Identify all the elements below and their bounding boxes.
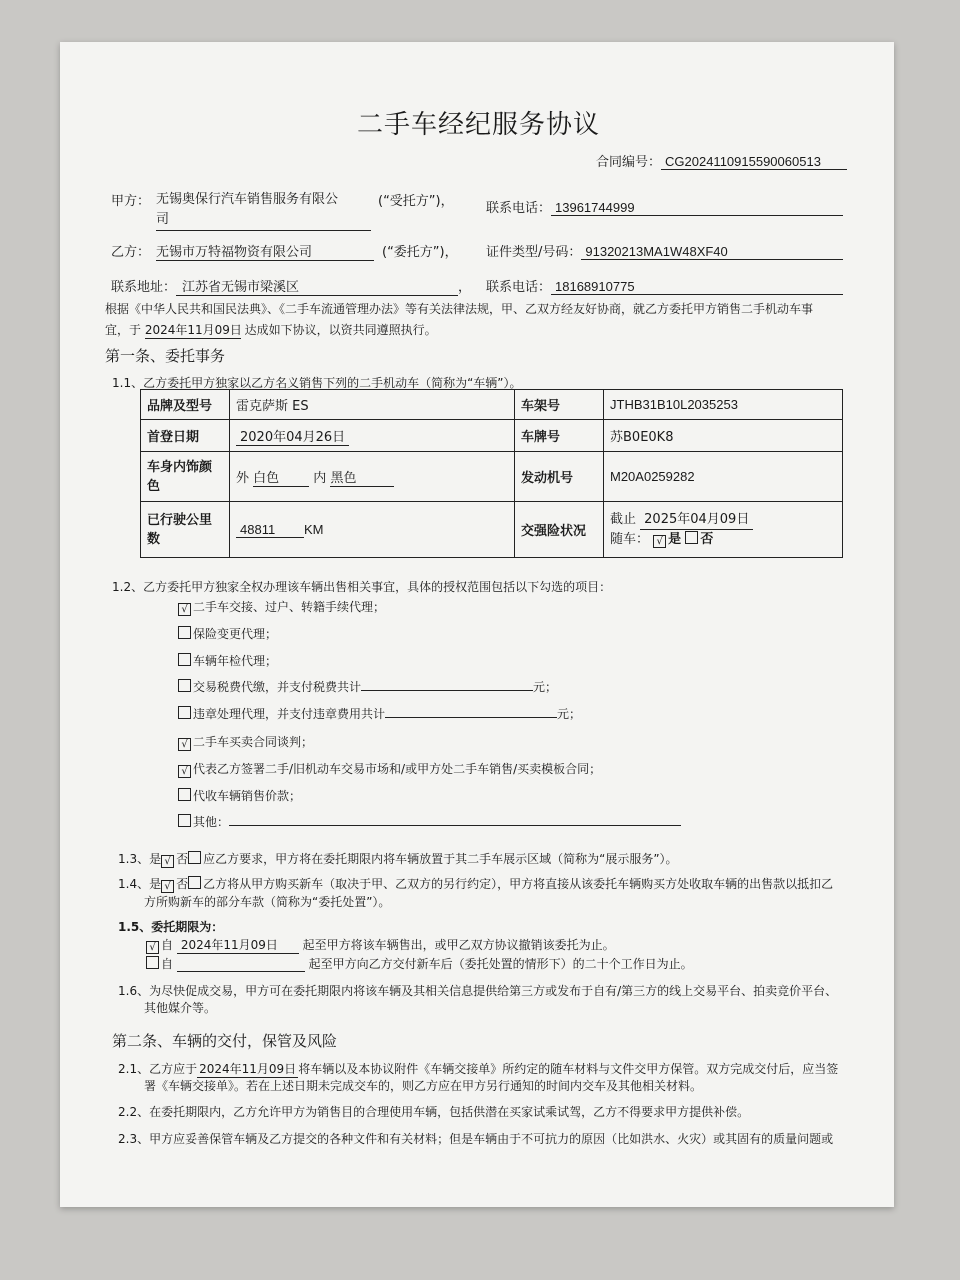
option-4: 交易税费代缴，并支付税费共计 元； xyxy=(178,678,557,695)
option-9-checkbox[interactable] xyxy=(178,814,191,827)
document-title: 二手车经纪服务协议 xyxy=(357,110,601,140)
engine-value: M20A0259282 xyxy=(604,452,843,502)
option-3: 车辆年检代理； xyxy=(178,652,277,669)
option-7-checkbox[interactable]: √ xyxy=(178,765,191,778)
option-9: 其他： xyxy=(178,813,681,830)
clause-1-5-a: √ 自 2024年11月09日 起至甲方将该车辆售出，或甲乙双方协议撤销该委托为止。 xyxy=(146,936,615,954)
plate-label: 车牌号 xyxy=(515,420,604,452)
party-b-label: 乙方： xyxy=(111,245,151,260)
reg-date-value: 2020年04月26日 xyxy=(230,420,515,452)
clause-2-1-cont: 署《车辆交接单》。若在上述日期未完成交车的，则乙方应在甲方另行通知的时间内交车及其他相关材料。 xyxy=(144,1079,703,1093)
party-b-id: 证件类型/号码： 91320213MA1W48XF40 xyxy=(486,241,843,260)
party-a-name: 无锡奥保行汽车销售服务有限公 司 xyxy=(156,190,371,231)
clause-1-2: 1.2、乙方委托甲方独家全权办理该车辆出售相关事宜，具体的授权范围包括以下勾选的项目： xyxy=(112,580,612,594)
clause-1-5: 1.5、委托期限为： xyxy=(118,920,224,934)
color-value: 外 白色 内 黑色 xyxy=(230,452,515,502)
engine-label: 发动机号 xyxy=(515,452,604,502)
option-2: 保险变更代理； xyxy=(178,625,277,642)
option-5-checkbox[interactable] xyxy=(178,706,191,719)
vin-label: 车架号 xyxy=(515,390,604,420)
intro-line-1: 根据《中华人民共和国民法典》、《二手车流通管理办法》等有关法律法规，甲、乙双方经友好协商，就乙方委托甲方销售二手机动车事 xyxy=(105,302,814,316)
clause-1-3-no-checkbox[interactable] xyxy=(188,851,201,864)
section-1-title: 第一条、委托事务 xyxy=(105,347,226,365)
option-1: √ 二手车交接、过户、转籍手续代理； xyxy=(178,598,385,616)
clause-2-1: 2.1、乙方应于 2024年11月09日 将车辆以及本协议附件《车辆交接单》所约定的随车材料与文件交甲方保管。双方完成交付后，应当签 xyxy=(118,1062,839,1076)
party-b-phone: 联系电话： 18168910775 xyxy=(486,276,843,295)
clause-1-4-cont: 方所购新车的部分车款（简称为“委托处置”）。 xyxy=(144,895,391,909)
clause-1-4: 1.4、是 √ 否 乙方将从甲方购买新车（取决于甲、乙双方的另行约定），甲方将直接从该委托车辆购买方处收取车辆的出售款以抵扣乙 xyxy=(118,877,834,892)
clause-1-6-cont: 其他媒介等。 xyxy=(144,1001,217,1015)
party-a-role: (“受托方”)， xyxy=(378,194,454,209)
clause-1-4-no-checkbox[interactable] xyxy=(188,876,201,889)
term-b-checkbox[interactable] xyxy=(146,956,159,969)
option-3-checkbox[interactable] xyxy=(178,653,191,666)
clause-1-6: 1.6、为尽快促成交易，甲方可在委托期限内将该车辆及其相关信息提供给第三方或发布于自有/第三方的线上交易平台、拍卖竞价平台、 xyxy=(118,984,838,998)
contract-paper xyxy=(60,42,894,1207)
clause-1-5-b: 自 起至甲方向乙方交付新车后（委托处置的情形下）的二十个工作日为止。 xyxy=(146,955,693,972)
clause-1-1: 1.1、乙方委托甲方独家以乙方名义销售下列的二手机动车（简称为“车辆”）。 xyxy=(112,376,522,390)
intro-line-2: 宜，于 2024年11月09日 达成如下协议，以资共同遵照执行。 xyxy=(105,323,437,337)
option-1-checkbox[interactable]: √ xyxy=(178,603,191,616)
option-8: 代收车辆销售价款； xyxy=(178,787,301,804)
insurance-value: 截止 2025年04月09日 随车： √ 是 否 xyxy=(604,502,843,558)
insurance-yes-checkbox[interactable]: √ xyxy=(653,535,666,548)
option-4-checkbox[interactable] xyxy=(178,679,191,692)
color-label: 车身内饰颜 色 xyxy=(141,452,230,502)
option-6-checkbox[interactable]: √ xyxy=(178,738,191,751)
clause-1-3: 1.3、是 √ 否 应乙方要求，甲方将在委托期限内将车辆放置于其二手车展示区域（简称为“展示服务”）。 xyxy=(118,852,678,867)
contract-number-value: CG2024110915590060513 xyxy=(661,154,847,170)
brand-label: 品牌及型号 xyxy=(141,390,230,420)
clause-1-4-yes-checkbox[interactable]: √ xyxy=(161,880,174,893)
mileage-value: 48811 KM xyxy=(230,502,515,558)
clause-2-3: 2.3、甲方应妥善保管车辆及乙方提交的各种文件和有关材料；但是车辆由于不可抗力的原因（比如洪水、火灾）或其固有的质量问题或 xyxy=(118,1132,834,1146)
option-5: 违章处理代理，并支付违章费用共计 元； xyxy=(178,705,581,722)
plate-value: 苏B0E0K8 xyxy=(604,420,843,452)
vin-value: JTHB31B10L2035253 xyxy=(604,390,843,420)
clause-2-2: 2.2、在委托期限内，乙方允许甲方为销售目的合理使用车辆，包括供潜在买家试乘试驾，乙方不得要求甲方提供补偿。 xyxy=(118,1105,750,1119)
party-a-phone: 联系电话： 13961744999 xyxy=(486,197,843,216)
insurance-no-checkbox[interactable] xyxy=(685,531,698,544)
vehicle-table xyxy=(140,389,843,558)
section-2-title: 第二条、车辆的交付，保管及风险 xyxy=(112,1032,338,1050)
brand-value: 雷克萨斯 ES xyxy=(230,390,515,420)
option-2-checkbox[interactable] xyxy=(178,626,191,639)
term-a-checkbox[interactable]: √ xyxy=(146,941,159,954)
party-a-label: 甲方： xyxy=(111,194,151,209)
option-8-checkbox[interactable] xyxy=(178,788,191,801)
address: 联系地址： 江苏省无锡市梁溪区 ， xyxy=(111,276,471,296)
clause-1-3-yes-checkbox[interactable]: √ xyxy=(161,855,174,868)
option-6: √ 二手车买卖合同谈判； xyxy=(178,733,313,751)
insurance-label: 交强险状况 xyxy=(515,502,604,558)
party-b-name: 无锡市万特福物资有限公司 xyxy=(156,241,374,261)
party-b-role: (“委托方”)， xyxy=(382,245,458,260)
reg-date-label: 首登日期 xyxy=(141,420,230,452)
mileage-label: 已行驶公里 数 xyxy=(141,502,230,558)
contract-number: 合同编号： CG2024110915590060513 xyxy=(596,151,847,170)
option-7: √ 代表乙方签署二手/旧机动车交易市场和/或甲方处二手车销售/买卖模板合同； xyxy=(178,760,601,778)
